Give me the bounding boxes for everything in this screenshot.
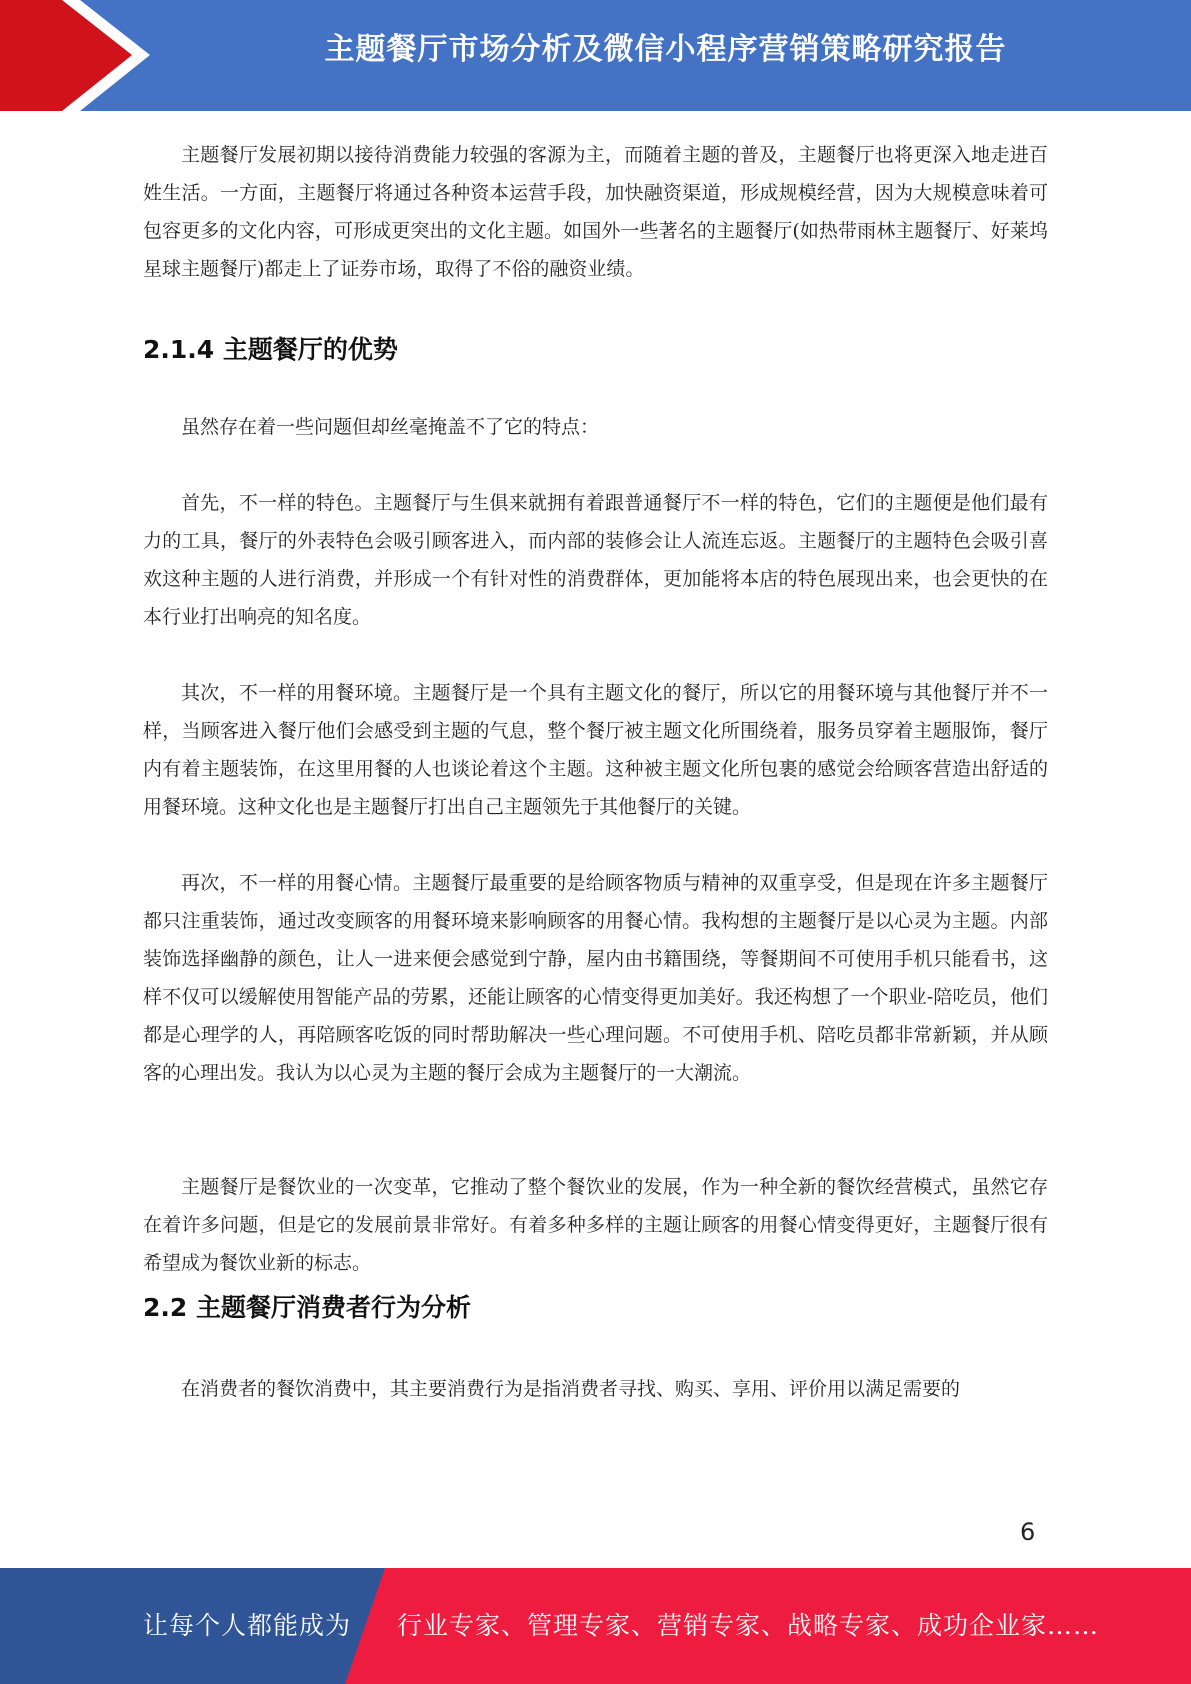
page-number: 6 (1020, 1518, 1036, 1546)
paragraph-third: 再次，不一样的用餐心情。主题餐厅最重要的是给顾客物质与精神的双重享受，但是现在许多主题餐厅都只注重装饰，通过改变顾客的用餐环境来影响顾客的用餐心情。我构想的主题餐厅是以心灵为主题。内部装饰选择幽静的颜色，让人一进来便会感觉到宁静，屋内由书籍围绕，等餐期间不可使用手机只能看书，这样不仅可以缓解使用智能产品的劳累，还能让顾客的心情变得更加美好。我还构想了一个职业-陪吃员，他们都是心理学的人，再陪顾客吃饭的同时帮助解决一些心理问题。不可使用手机、陪吃员都非常新颖，并从顾客的心理出发。我认为以心灵为主题的餐厅会成为主题餐厅的一大潮流。 (143, 872, 1048, 1084)
report-title: 主题餐厅市场分析及微信小程序营销策略研究报告 (324, 32, 1007, 67)
footer-slogan-right: 行业专家、管理专家、营销专家、战略专家、成功企业家…… (397, 1611, 1100, 1640)
page-footer (0, 1568, 1191, 1684)
section-heading-consumer-behavior: 2.2 主题餐厅消费者行为分析 (143, 1293, 471, 1322)
paragraph-summary: 主题餐厅是餐饮业的一次变革，它推动了整个餐饮业的发展，作为一种全新的餐饮经营模式，虽然它存在着许多问题，但是它的发展前景非常好。有着多种多样的主题让顾客的用餐心情变得更好，主题餐厅很有希望成为餐饮业新的标志。 (143, 1176, 1048, 1274)
paragraph-development: 主题餐厅发展初期以接待消费能力较强的客源为主，而随着主题的普及，主题餐厅也将更深入地走进百姓生活。一方面，主题餐厅将通过各种资本运营手段，加快融资渠道，形成规模经营，因为大规模意味着可包容更多的文化内容，可形成更突出的文化主题。如国外一些著名的主题餐厅(如热带雨林主题餐厅、好莱坞星球主题餐厅)都走上了证券市场，取得了不俗的融资业绩。 (143, 144, 1048, 280)
paragraph-intro: 虽然存在着一些问题但却丝毫掩盖不了它的特点： (181, 416, 600, 438)
paragraph-second: 其次，不一样的用餐环境。主题餐厅是一个具有主题文化的餐厅，所以它的用餐环境与其他餐厅并不一样，当顾客进入餐厅他们会感受到主题的气息，整个餐厅被主题文化所围绕着，服务员穿着主题服饰，餐厅内有着主题装饰，在这里用餐的人也谈论着这个主题。这种被主题文化所包裹的感觉会给顾客营造出舒适的用餐环境。这种文化也是主题餐厅打出自己主题领先于其他餐厅的关键。 (143, 682, 1048, 818)
page-header (0, 0, 1191, 111)
paragraph-first: 首先，不一样的特色。主题餐厅与生俱来就拥有着跟普通餐厅不一样的特色，它们的主题便是他们最有力的工具，餐厅的外表特色会吸引顾客进入，而内部的装修会让人流连忘返。主题餐厅的主题特色会吸引喜欢这种主题的人进行消费，并形成一个有针对性的消费群体，更加能将本店的特色展现出来，也会更快的在本行业打出响亮的知名度。 (143, 492, 1048, 628)
header-arrow-decoration (0, 0, 150, 111)
document-body (143, 136, 1048, 1408)
paragraph-consumer: 在消费者的餐饮消费中，其主要消费行为是指消费者寻找、购买、享用、评价用以满足需要的 (181, 1378, 961, 1400)
section-heading-advantages: 2.1.4 主题餐厅的优势 (143, 335, 398, 364)
footer-slogan-left: 让每个人都能成为 (143, 1611, 352, 1640)
